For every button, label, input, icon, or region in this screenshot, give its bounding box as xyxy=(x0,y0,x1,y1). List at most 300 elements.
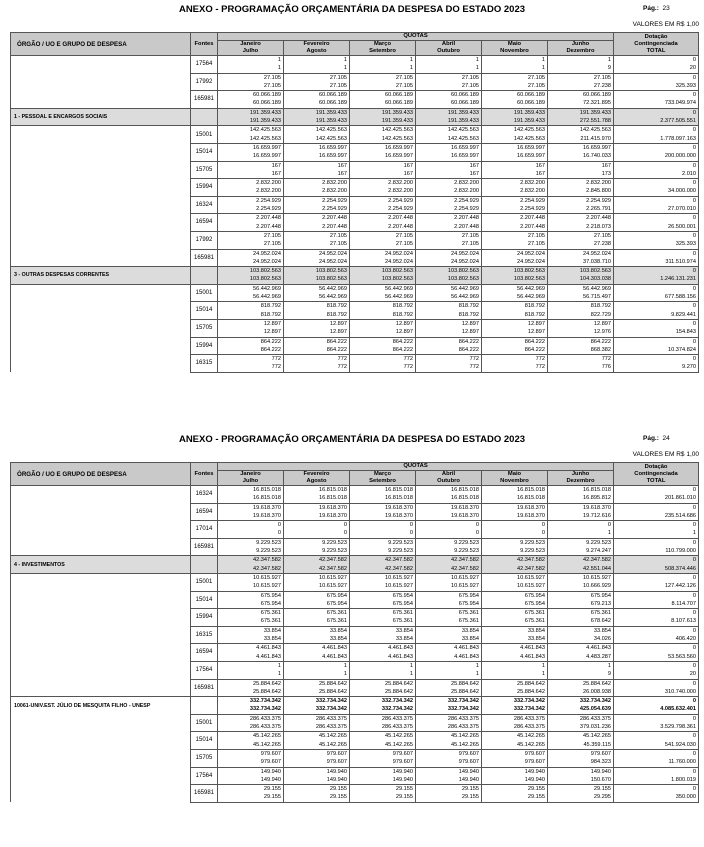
header-fontes: Fontes xyxy=(191,33,218,56)
dotacao-value: 0 xyxy=(692,162,697,169)
table-row xyxy=(11,319,699,337)
row-quota-cell xyxy=(284,573,350,591)
dotacao-value: 541.924.030 xyxy=(664,741,697,748)
dotacao-value: 0 xyxy=(692,627,697,634)
row-fonte xyxy=(191,697,218,715)
header-month-name: Novembro xyxy=(500,48,529,54)
row-org-label xyxy=(11,302,191,320)
dotacao-value: 0 xyxy=(692,504,697,511)
dotacao-value: 4.085.632.401 xyxy=(660,706,697,713)
row-quota-cell xyxy=(548,231,614,249)
row-fonte: 15994 xyxy=(191,337,218,355)
quota-value: 27.105 xyxy=(395,232,413,239)
header-dotacao-line: Dotação xyxy=(644,33,668,40)
quota-value: 56.442.969 xyxy=(517,294,545,301)
quota-value: 42.347.582 xyxy=(385,557,413,564)
row-org-label xyxy=(11,143,191,161)
row-quota-cell xyxy=(218,108,284,126)
quota-value: 29.155 xyxy=(395,786,413,793)
row-quota-cell xyxy=(284,196,350,214)
quota-value: 24.952.024 xyxy=(319,258,347,265)
quota-value: 45.142.265 xyxy=(253,733,281,740)
quota-value: 332.734.342 xyxy=(315,698,347,705)
row-quota-cell xyxy=(218,538,284,556)
header-org: ÓRGÃO / UO E GRUPO DE DESPESA xyxy=(11,33,191,56)
quota-value: 818.792 xyxy=(326,311,347,318)
quota-value: 33.854 xyxy=(395,627,413,634)
row-dotacao-cell xyxy=(614,249,699,267)
quota-value: 42.347.582 xyxy=(517,565,545,572)
quota-value: 45.142.265 xyxy=(517,741,545,748)
quota-value: 332.734.342 xyxy=(249,698,281,705)
quota-value: 25.884.642 xyxy=(385,680,413,687)
quota-value: 191.359.433 xyxy=(447,109,479,116)
dotacao-value: 0 xyxy=(692,232,697,239)
row-org-label xyxy=(11,73,191,91)
quota-value: 149.940 xyxy=(392,768,413,775)
quota-value: 16.659.997 xyxy=(451,144,479,151)
row-dotacao-cell xyxy=(614,503,699,521)
quota-value: 19.618.370 xyxy=(517,504,545,511)
quota-value: 150.670 xyxy=(590,776,612,783)
row-quota-cell xyxy=(416,609,482,627)
quota-value: 56.442.969 xyxy=(385,294,413,301)
quota-value: 56.442.969 xyxy=(253,285,281,292)
row-quota-cell xyxy=(350,573,416,591)
quota-value: 10.615.927 xyxy=(517,583,545,590)
row-fonte: 15705 xyxy=(191,161,218,179)
dotacao-value: 310.740.000 xyxy=(664,688,697,695)
quota-value: 42.347.582 xyxy=(253,557,281,564)
quota-value: 33.854 xyxy=(263,627,281,634)
quota-value: 286.433.375 xyxy=(447,724,479,731)
row-quota-cell xyxy=(416,749,482,767)
row-dotacao-cell xyxy=(614,785,699,803)
dotacao-value: 0 xyxy=(692,522,697,529)
quota-value: 2.207.448 xyxy=(454,223,479,230)
row-quota-cell xyxy=(482,732,548,750)
quota-value: 2.207.448 xyxy=(388,215,413,222)
row-fonte xyxy=(191,556,218,574)
row-quota-cell xyxy=(218,196,284,214)
quota-value: 286.433.375 xyxy=(315,715,347,722)
row-dotacao-cell xyxy=(614,284,699,302)
row-quota-cell xyxy=(416,697,482,715)
quota-value: 0 xyxy=(409,530,413,537)
row-quota-cell xyxy=(284,214,350,232)
quota-value: 2.254.929 xyxy=(520,197,545,204)
quota-value: 332.734.342 xyxy=(447,698,479,705)
row-quota-cell xyxy=(548,644,614,662)
quota-value: 103.802.563 xyxy=(249,276,281,283)
quota-value: 16.659.997 xyxy=(319,144,347,151)
row-quota-cell xyxy=(416,267,482,285)
row-quota-cell xyxy=(284,143,350,161)
quota-value: 60.066.189 xyxy=(451,92,479,99)
quota-value: 2.254.929 xyxy=(586,197,612,204)
row-fonte: 165981 xyxy=(191,538,218,556)
quota-value: 4.461.843 xyxy=(454,645,479,652)
quota-value: 818.792 xyxy=(524,311,545,318)
quota-value: 0 xyxy=(277,530,281,537)
quota-value: 9 xyxy=(607,65,612,72)
row-quota-cell xyxy=(548,249,614,267)
row-quota-cell xyxy=(284,126,350,144)
row-dotacao-cell xyxy=(614,56,699,74)
row-quota-cell xyxy=(482,609,548,627)
quota-value: 27.105 xyxy=(263,241,281,248)
header-month-name: Abril xyxy=(441,41,456,47)
row-quota-cell xyxy=(548,749,614,767)
row-quota-cell xyxy=(482,231,548,249)
table-row xyxy=(11,732,699,750)
dotacao-value: 0 xyxy=(692,144,697,151)
row-quota-cell xyxy=(350,73,416,91)
quota-value: 19.618.370 xyxy=(319,512,347,519)
quota-value: 9.229.523 xyxy=(520,548,545,555)
quota-value: 167 xyxy=(337,162,347,169)
row-quota-cell xyxy=(284,714,350,732)
quota-value: 167 xyxy=(469,170,479,177)
quota-value: 2.832.200 xyxy=(322,188,347,195)
row-quota-cell xyxy=(548,556,614,574)
row-quota-cell xyxy=(218,302,284,320)
quota-value: 149.940 xyxy=(260,776,281,783)
quota-value: 4.461.843 xyxy=(454,653,479,660)
quota-value: 4.461.843 xyxy=(256,653,281,660)
dotacao-value: 325.393 xyxy=(675,82,697,89)
table-row xyxy=(11,249,699,267)
quota-value: 675.361 xyxy=(392,618,413,625)
quota-value: 772 xyxy=(337,356,347,363)
quota-value: 2.254.929 xyxy=(256,197,281,204)
quota-value: 211.415.970 xyxy=(580,135,612,142)
quota-value: 864.222 xyxy=(326,346,347,353)
row-quota-cell xyxy=(350,503,416,521)
quota-value: 25.884.642 xyxy=(253,688,281,695)
row-quota-cell xyxy=(416,538,482,556)
row-quota-cell xyxy=(350,179,416,197)
quota-value: 864.222 xyxy=(458,338,479,345)
header-month xyxy=(218,471,284,486)
dotacao-value: 200.000.000 xyxy=(664,153,697,160)
header-month-name: Setembro xyxy=(369,478,396,484)
quota-value: 27.105 xyxy=(527,74,545,81)
quota-value: 173 xyxy=(601,170,612,177)
quota-value: 772 xyxy=(337,364,347,371)
row-quota-cell xyxy=(350,56,416,74)
row-quota-cell xyxy=(284,749,350,767)
dotacao-value: 0 xyxy=(692,574,697,581)
quota-value: 2.254.929 xyxy=(322,197,347,204)
row-fonte: 15001 xyxy=(191,573,218,591)
dotacao-value: 27.070.010 xyxy=(668,206,697,213)
table-row xyxy=(11,749,699,767)
quota-value: 9.229.523 xyxy=(256,548,281,555)
row-quota-cell xyxy=(548,661,614,679)
quota-value: 864.222 xyxy=(524,346,545,353)
quota-value: 167 xyxy=(535,170,545,177)
quota-value: 27.105 xyxy=(329,82,347,89)
quota-value: 1 xyxy=(541,65,545,72)
quota-value: 191.359.433 xyxy=(447,118,479,125)
row-quota-cell xyxy=(416,521,482,539)
quota-value: 19.618.370 xyxy=(385,512,413,519)
header-month-name: Julho xyxy=(242,478,259,484)
row-quota-cell xyxy=(218,679,284,697)
quota-value: 12.897 xyxy=(329,320,347,327)
quota-value: 33.854 xyxy=(461,627,479,634)
quota-value: 25.884.642 xyxy=(319,688,347,695)
quota-value: 9.229.523 xyxy=(388,548,413,555)
table-row xyxy=(11,503,699,521)
quota-value: 979.607 xyxy=(260,759,281,766)
row-org-label xyxy=(11,679,191,697)
row-dotacao-cell xyxy=(614,214,699,232)
row-quota-cell xyxy=(548,697,614,715)
row-org-label xyxy=(11,179,191,197)
dotacao-value: 406.420 xyxy=(675,636,697,643)
row-quota-cell xyxy=(284,767,350,785)
quota-value: 864.222 xyxy=(392,346,413,353)
row-quota-cell xyxy=(482,591,548,609)
header-month-name: Setembro xyxy=(369,48,396,54)
row-quota-cell xyxy=(284,556,350,574)
quota-value: 45.142.265 xyxy=(319,741,347,748)
quota-value: 286.433.375 xyxy=(315,724,347,731)
quota-value: 2.254.929 xyxy=(256,206,281,213)
header-month xyxy=(548,41,614,56)
row-dotacao-cell xyxy=(614,161,699,179)
quota-value: 24.952.024 xyxy=(253,258,281,265)
row-quota-cell xyxy=(482,486,548,504)
row-quota-cell xyxy=(482,538,548,556)
quota-value: 4.461.843 xyxy=(520,645,545,652)
quota-value: 142.425.563 xyxy=(579,127,612,134)
quota-value: 27.105 xyxy=(395,82,413,89)
row-quota-cell xyxy=(482,661,548,679)
dotacao-value: 0 xyxy=(692,109,697,116)
quota-value: 675.954 xyxy=(326,592,347,599)
quota-value: 864.222 xyxy=(260,338,281,345)
row-dotacao-cell xyxy=(614,319,699,337)
quota-value: 772 xyxy=(271,364,281,371)
row-org-label xyxy=(11,91,191,109)
row-quota-cell xyxy=(482,126,548,144)
quota-value: 675.954 xyxy=(260,600,281,607)
row-dotacao-cell xyxy=(614,486,699,504)
dotacao-value: 0 xyxy=(692,320,697,327)
row-quota-cell xyxy=(218,126,284,144)
quota-value: 56.442.969 xyxy=(385,285,413,292)
quota-value: 42.347.582 xyxy=(319,565,347,572)
row-quota-cell xyxy=(482,644,548,662)
quota-value: 776 xyxy=(601,364,612,371)
quota-value: 25.884.642 xyxy=(451,680,479,687)
quota-value: 42.347.582 xyxy=(319,557,347,564)
row-quota-cell xyxy=(284,56,350,74)
quota-value: 675.361 xyxy=(326,618,347,625)
quota-value: 2.832.200 xyxy=(322,180,347,187)
quota-value: 27.105 xyxy=(263,74,281,81)
quota-value: 25.884.642 xyxy=(451,688,479,695)
quota-value: 675.361 xyxy=(260,618,281,625)
row-fonte: 17564 xyxy=(191,56,218,74)
row-org-label xyxy=(11,503,191,521)
table-row xyxy=(11,714,699,732)
row-fonte: 165981 xyxy=(191,679,218,697)
quota-value: 1 xyxy=(475,57,479,63)
dotacao-value: 733.049.974 xyxy=(664,100,697,107)
quota-value: 103.802.563 xyxy=(315,276,347,283)
quota-value: 12.897 xyxy=(527,329,545,336)
header-month xyxy=(284,41,350,56)
header-month-name: Fevereiro xyxy=(303,471,330,477)
dotacao-value: 0 xyxy=(692,57,697,63)
header-month-name: Dezembro xyxy=(566,48,595,54)
quota-value: 16.659.997 xyxy=(517,144,545,151)
dotacao-value: 0 xyxy=(692,127,697,134)
row-quota-cell xyxy=(548,284,614,302)
quota-value: 29.155 xyxy=(593,786,612,793)
row-quota-cell xyxy=(350,556,416,574)
quota-value: 191.359.433 xyxy=(249,118,281,125)
row-quota-cell xyxy=(416,714,482,732)
row-quota-cell xyxy=(284,626,350,644)
row-org-label xyxy=(11,626,191,644)
quota-value: 142.425.563 xyxy=(513,135,545,142)
quota-value: 9.229.523 xyxy=(454,539,479,546)
row-org-label: 4 - INVESTIMENTOS xyxy=(11,556,191,574)
dotacao-value: 311.510.974 xyxy=(665,258,697,265)
row-quota-cell xyxy=(482,108,548,126)
quota-value: 42.347.582 xyxy=(385,565,413,572)
row-quota-cell xyxy=(284,785,350,803)
table-row xyxy=(11,697,699,715)
quota-value: 4.483.287 xyxy=(586,653,612,660)
row-quota-cell xyxy=(284,284,350,302)
row-quota-cell xyxy=(218,767,284,785)
quota-value: 272.551.788 xyxy=(579,118,612,125)
quota-value: 25.884.642 xyxy=(385,688,413,695)
row-org-label xyxy=(11,609,191,627)
quota-value: 56.715.497 xyxy=(583,294,612,301)
quota-value: 675.954 xyxy=(590,592,612,599)
row-quota-cell xyxy=(548,196,614,214)
row-quota-cell xyxy=(548,609,614,627)
quota-value: 19.618.370 xyxy=(385,504,413,511)
quota-value: 142.425.563 xyxy=(381,135,413,142)
quota-value: 10.615.927 xyxy=(451,583,479,590)
quota-value: 45.142.265 xyxy=(583,733,612,740)
row-org-label: 10061-UNIV.EST. JÚLIO DE MESQUITA FILHO - UNESP xyxy=(11,697,191,715)
quota-value: 2.832.200 xyxy=(520,188,545,195)
row-fonte: 17992 xyxy=(191,231,218,249)
table-row xyxy=(11,538,699,556)
row-quota-cell xyxy=(350,231,416,249)
row-quota-cell xyxy=(416,196,482,214)
quota-value: 12.976 xyxy=(593,329,612,336)
row-quota-cell xyxy=(548,267,614,285)
row-quota-cell xyxy=(218,749,284,767)
row-quota-cell xyxy=(218,355,284,373)
quota-value: 26.008.938 xyxy=(583,688,612,695)
quota-value: 772 xyxy=(403,356,413,363)
quota-value: 60.066.189 xyxy=(385,92,413,99)
quota-value: 2.832.200 xyxy=(586,180,612,187)
table-row xyxy=(11,679,699,697)
row-quota-cell xyxy=(482,785,548,803)
row-fonte: 15014 xyxy=(191,732,218,750)
row-quota-cell xyxy=(284,732,350,750)
quota-value: 675.954 xyxy=(392,600,413,607)
table-row xyxy=(11,521,699,539)
table-row xyxy=(11,573,699,591)
quota-value: 2.832.200 xyxy=(388,188,413,195)
row-quota-cell xyxy=(482,749,548,767)
row-quota-cell xyxy=(416,591,482,609)
quota-value: 864.222 xyxy=(326,338,347,345)
quota-value: 42.347.582 xyxy=(451,557,479,564)
quota-value: 675.361 xyxy=(524,610,545,617)
row-quota-cell xyxy=(218,284,284,302)
quota-value: 678.642 xyxy=(590,618,612,625)
row-fonte: 16594 xyxy=(191,214,218,232)
row-org-label xyxy=(11,661,191,679)
quota-value: 149.940 xyxy=(326,768,347,775)
dotacao-value: 325.393 xyxy=(675,241,697,248)
quota-value: 772 xyxy=(469,356,479,363)
row-org-label: 3 - OUTRAS DESPESAS CORRENTES xyxy=(11,267,191,285)
quota-value: 675.361 xyxy=(590,610,612,617)
row-quota-cell xyxy=(548,302,614,320)
table-row xyxy=(11,355,699,373)
row-fonte: 16315 xyxy=(191,626,218,644)
dotacao-value: 0 xyxy=(692,557,697,564)
table-row xyxy=(11,626,699,644)
quota-value: 16.815.018 xyxy=(385,487,413,493)
row-org-label xyxy=(11,591,191,609)
row-quota-cell xyxy=(416,626,482,644)
row-quota-cell xyxy=(218,73,284,91)
quota-value: 675.361 xyxy=(326,610,347,617)
row-fonte: 16594 xyxy=(191,644,218,662)
quota-value: 2.254.929 xyxy=(322,206,347,213)
row-dotacao-cell xyxy=(614,355,699,373)
row-quota-cell xyxy=(218,56,284,74)
row-quota-cell xyxy=(416,56,482,74)
row-quota-cell xyxy=(218,626,284,644)
quota-value: 25.884.642 xyxy=(517,688,545,695)
quota-value: 1 xyxy=(343,57,347,63)
row-quota-cell xyxy=(284,108,350,126)
quota-value: 24.952.024 xyxy=(517,250,545,257)
quota-value: 332.734.342 xyxy=(579,698,612,705)
row-dotacao-cell xyxy=(614,267,699,285)
quota-value: 286.433.375 xyxy=(381,724,413,731)
quota-value: 27.105 xyxy=(593,74,612,81)
dotacao-value: 10.374.824 xyxy=(668,346,697,353)
quota-value: 167 xyxy=(337,170,347,177)
row-org-label xyxy=(11,231,191,249)
quota-value: 772 xyxy=(469,364,479,371)
dotacao-value: 0 xyxy=(692,92,697,99)
dotacao-value: 1.800.019 xyxy=(671,776,697,783)
row-quota-cell xyxy=(350,214,416,232)
quota-value: 2.207.448 xyxy=(586,215,612,222)
row-quota-cell xyxy=(284,644,350,662)
quota-value: 675.361 xyxy=(458,610,479,617)
